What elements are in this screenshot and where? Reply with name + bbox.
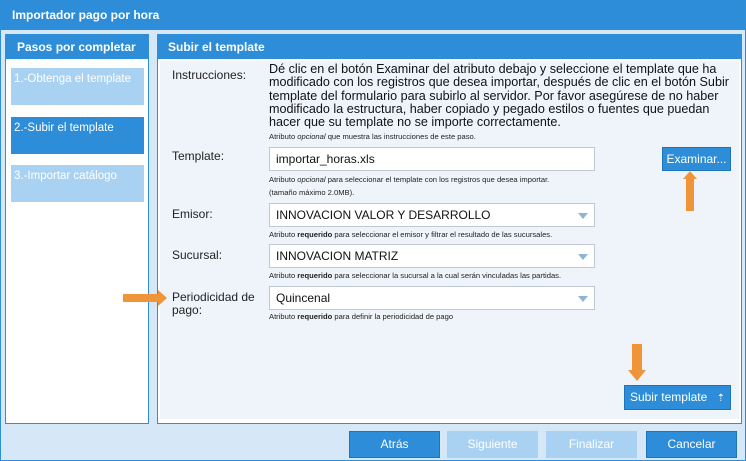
emisor-hint: Atributo requerido para seleccionar el emisor y filtrar el resultado de las sucursales. (269, 230, 553, 239)
instructions-label: Instrucciones: (172, 68, 247, 82)
cancel-button[interactable]: Cancelar (646, 431, 737, 458)
window-title: Importador pago por hora (1, 1, 745, 30)
template-hint: Atributo opcional para seleccionar el template con los registros que desea importar. (269, 175, 550, 184)
emisor-label: Emisor: (172, 207, 213, 221)
instructions-hint: Atributo opcional que muestra las instrucciones de este paso. (269, 132, 476, 141)
step-obtain-template[interactable]: 1.-Obtenga el template (11, 68, 144, 105)
instructions-text: Dé clic en el botón Examinar del atributo debajo y seleccione el template que ha modificado con los registros que desea importar, después de clic en el botón Subir template del formulario para subirlo al servidor. Por favor asegúrese de no haber modificado la estructura, haber copiado y pegado estilos o fuentes que puedan hacer que su template no se importe correctamente. (269, 63, 729, 130)
sucursal-hint: Atributo requerido para seleccionar la sucursal a la cual serán vinculadas las partidas. (269, 271, 562, 280)
upload-template-label: Subir template (629, 390, 708, 404)
sidebar-title: Pasos por completar (6, 35, 148, 59)
template-size-hint: (tamaño máximo 2.0MB). (269, 188, 355, 197)
arrow-right-icon (123, 290, 167, 306)
sucursal-select-value: INNOVACION MATRIZ (276, 249, 399, 263)
periodicidad-select-value: Quincenal (276, 291, 331, 305)
finish-button[interactable]: Finalizar (546, 431, 637, 458)
arrow-down-icon (628, 344, 646, 381)
next-button[interactable]: Siguiente (447, 431, 538, 458)
sucursal-label: Sucursal: (172, 248, 223, 262)
panel-title: Subir el template (158, 35, 741, 59)
step-upload-template[interactable]: 2.-Subir el template (11, 117, 144, 154)
upload-icon: ⇡ (716, 393, 726, 404)
back-button[interactable]: Atrás (349, 431, 440, 458)
template-label: Template: (172, 149, 225, 163)
template-file-field[interactable]: importar_horas.xls (269, 147, 595, 171)
step-import-catalog[interactable]: 3.-Importar catálogo (11, 165, 144, 202)
browse-button[interactable]: Examinar... (662, 147, 731, 171)
periodicidad-hint: Atributo requerido para definir la periodicidad de pago (269, 312, 454, 321)
arrow-up-icon (683, 171, 697, 211)
emisor-select-value: INNOVACION VALOR Y DESARROLLO (276, 208, 491, 222)
periodicidad-label: Periodicidad de pago: (172, 290, 255, 317)
annotation-arrows (1, 1, 746, 461)
